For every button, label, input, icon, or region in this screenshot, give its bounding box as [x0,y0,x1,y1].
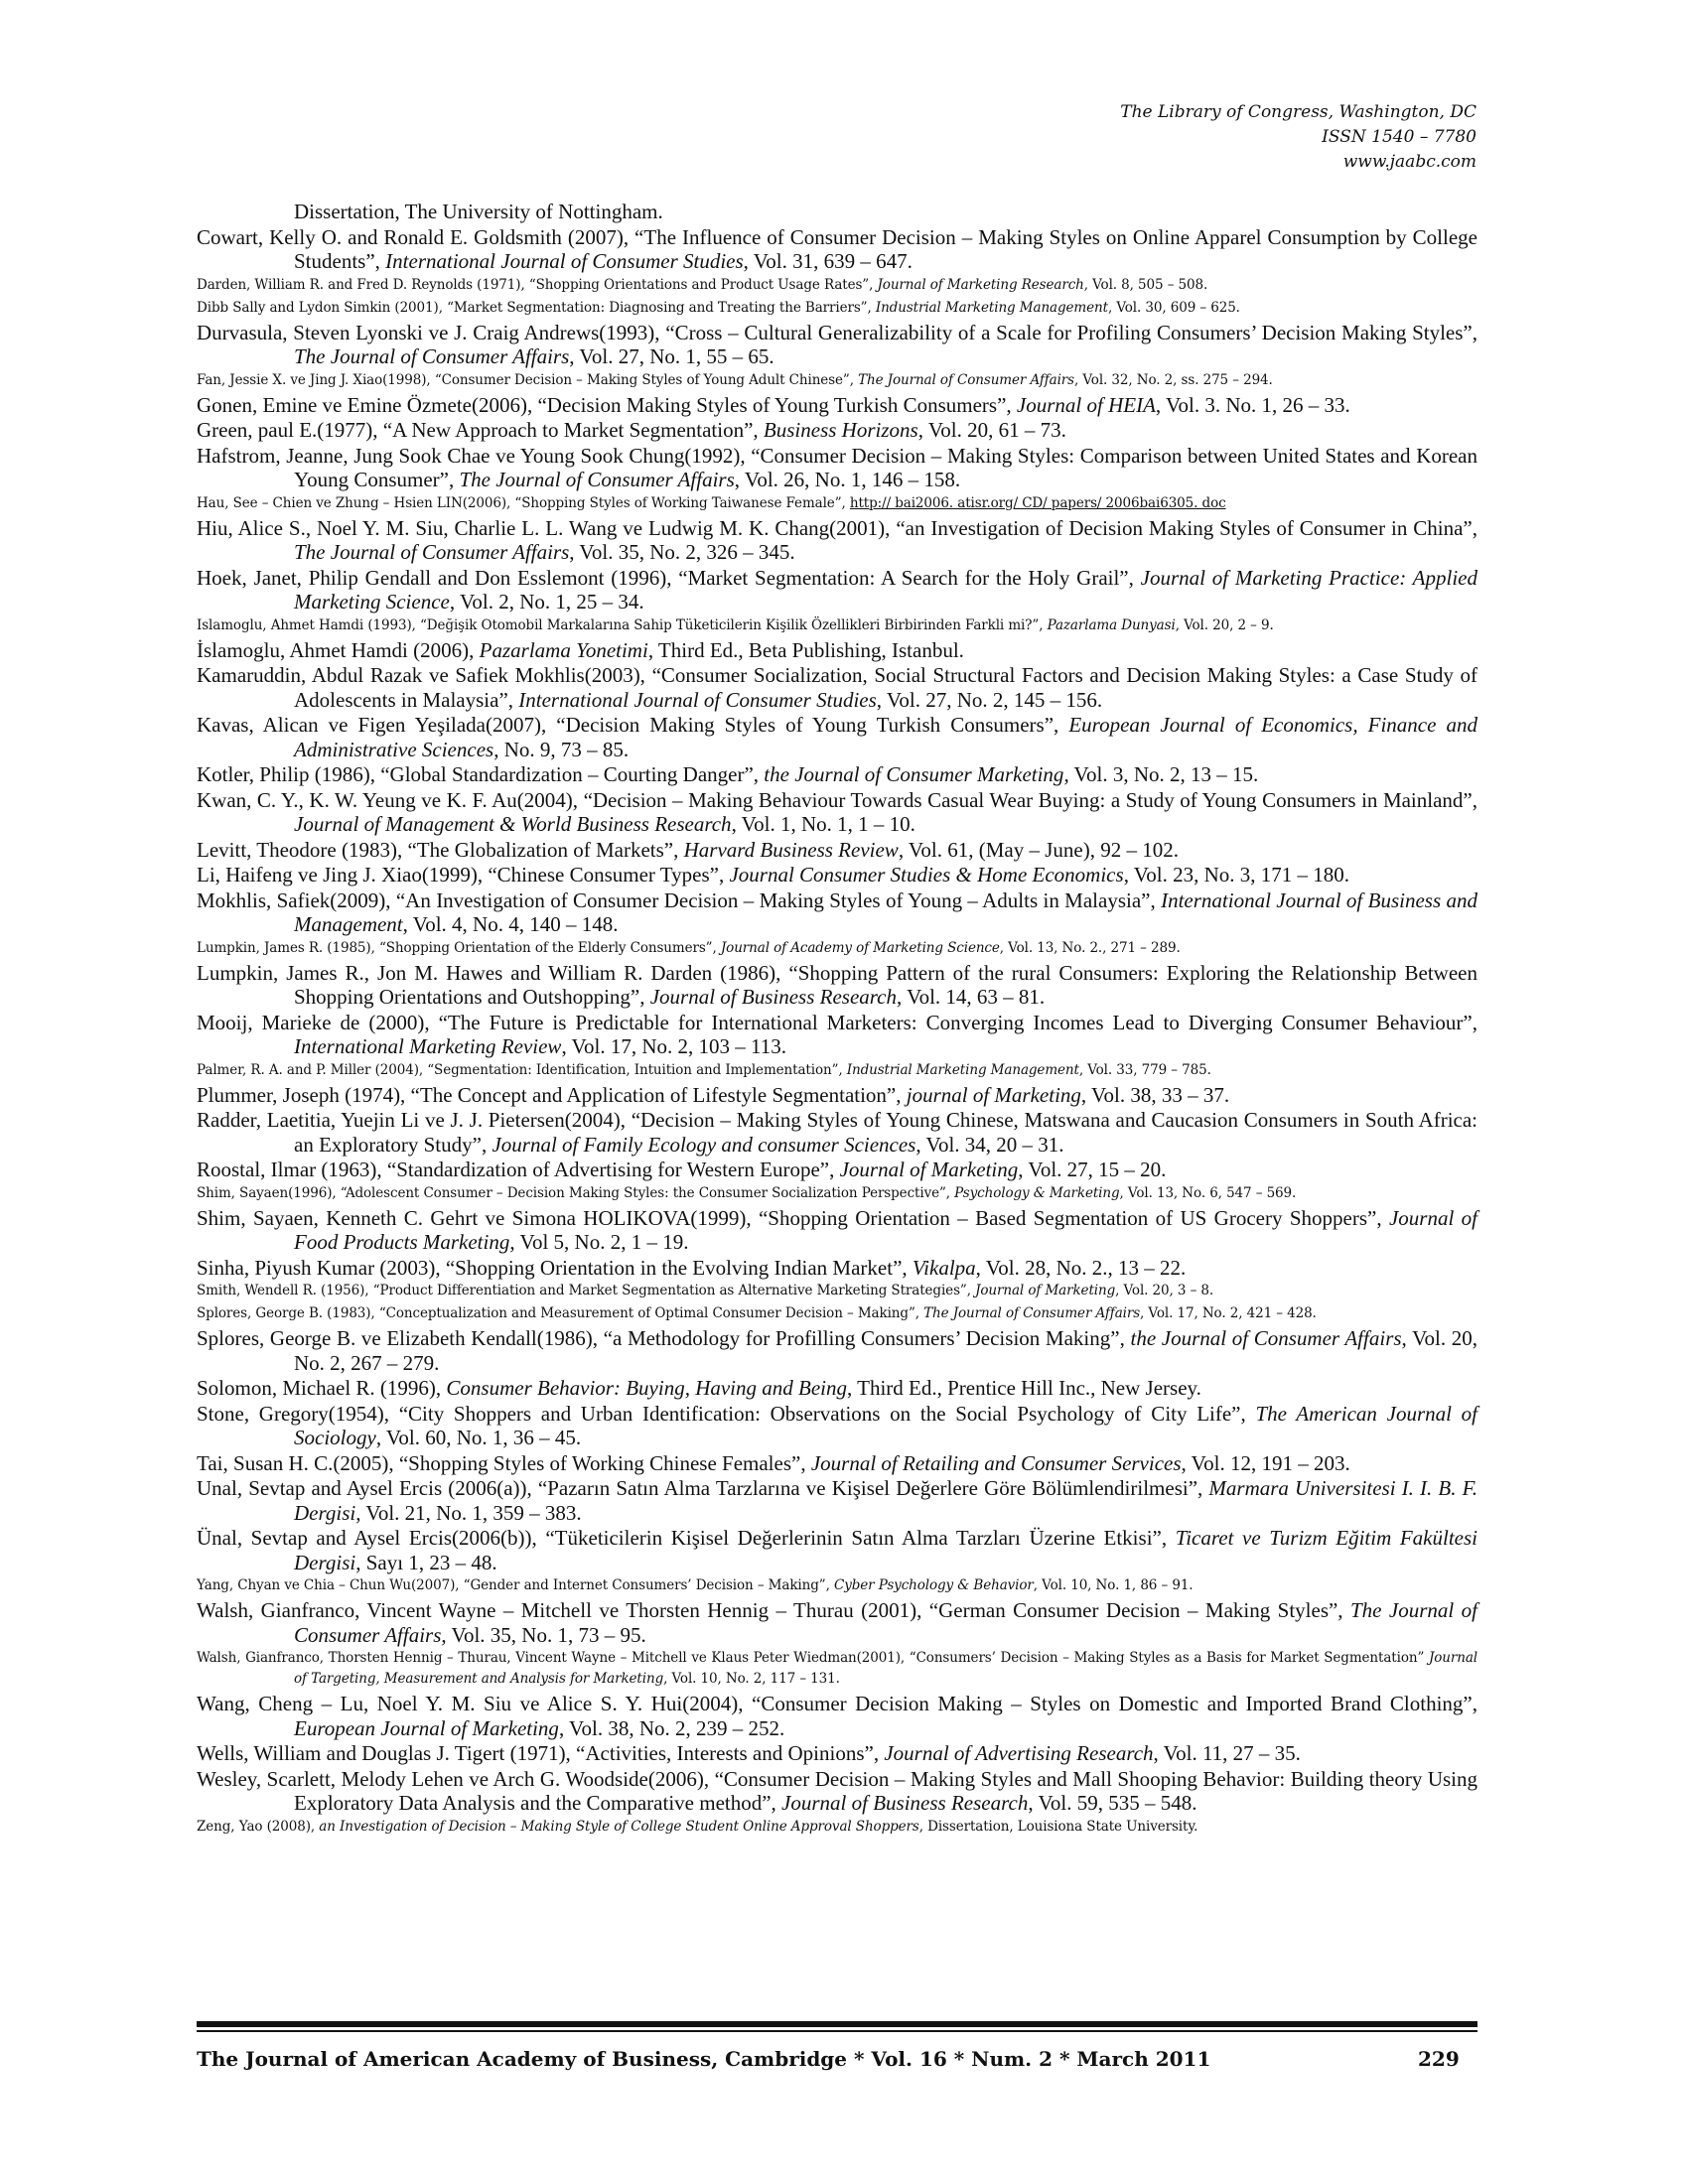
reference-entry: Plummer, Joseph (1974), “The Concept and Application of Lifestyle Segmentation”, journal of Marketing, Vol. 38, 33 – 37. [197,1082,1230,1107]
reference-entry: Darden, William R. and Fred D. Reynolds (1971), “Shopping Orientations and Product Usage Rates”, Journal of Marketing Research, Vol. 8, 505 – 508. [197,276,1208,293]
reference-entry: Wang, Cheng – Lu, Noel Y. M. Siu ve Alice S. Y. Hui(2004), “Consumer Decision Making – Styles on Domestic and Imported Brand Clothing”, European Journal of Marketing, Vol. 38, No. 2, 239 – 252. [197,1692,1477,1740]
reference-entry: Mooij, Marieke de (2000), “The Future is Predictable for International Marketers: Converging Incomes Lead to Diverging Consumer Behaviour”, International Marketing Review, Vol. 17, No. 2, 103 – 113. [197,1010,1477,1058]
footer-divider-thick [197,2021,1477,2027]
page-header [1120,100,1477,175]
reference-entry: Kamaruddin, Abdul Razak ve Safiek Mokhlis(2003), “Consumer Socialization, Social Structural Factors and Decision Making Styles: a Case Study of Adolescents in Malaysia”, International Journal of Consumer Studies, Vol. 27, No. 2, 145 – 156. [197,663,1477,712]
reference-entry: Tai, Susan H. C.(2005), “Shopping Styles of Working Chinese Females”, Journal of Retailing and Consumer Services, Vol. 12, 191 – 203. [197,1450,1350,1475]
reference-entry: Durvasula, Steven Lyonski ve J. Craig Andrews(1993), “Cross – Cultural Generalizability of a Scale for Profiling Consumers’ Decision Making Styles”, The Journal of Consumer Affairs, Vol. 27, No. 1, 55 – 65. [197,320,1477,368]
reference-entry: Hafstrom, Jeanne, Jung Sook Chae ve Young Sook Chung(1992), “Consumer Decision – Making Styles: Comparison between United States and Korean Young Consumer”, The Journal of Consumer Affairs, Vol. 26, No. 1, 146 – 158. [197,443,1477,491]
footer-journal-citation: The Journal of American Academy of Business, Cambridge * Vol. 16 * Num. 2 * March 2011 [197,2047,1211,2071]
reference-entry: Dissertation, The University of Nottingham. [294,200,663,223]
reference-url-link[interactable]: http:// bai2006. atisr.org/ CD/ papers/ 2006bai6305. doc [849,494,1226,511]
reference-entry: Levitt, Theodore (1983), “The Globalization of Markets”, Harvard Business Review, Vol. 61, (May – June), 92 – 102. [197,837,1179,862]
reference-entry: Kotler, Philip (1986), “Global Standardization – Courting Danger”, the Journal of Consumer Marketing, Vol. 3, No. 2, 13 – 15. [197,762,1259,786]
reference-entry: İslamoglu, Ahmet Hamdi (2006), Pazarlama Yonetimi, Third Ed., Beta Publishing, Istanbul. [197,637,964,662]
reference-entry: Radder, Laetitia, Yuejin Li ve J. J. Pietersen(2004), “Decision – Making Styles of Young Chinese, Matswana and Caucasion Consumers in South Africa: an Exploratory Study”, Journal of Family Ecology and consumer Sciences, Vol. 34, 20 – 31. [197,1108,1477,1157]
reference-entry: Kavas, Alican ve Figen Yeşilada(2007), “Decision Making Styles of Young Turkish Consumers”, European Journal of Economics, Finance and Administrative Sciences, No. 9, 73 – 85. [197,713,1477,761]
reference-entry: Islamoglu, Ahmet Hamdi (1993), “Değişik Otomobil Markalarına Sahip Tüketicilerin Kişilik Özellikleri Birbirinden Farkli mi?”, Pazarlama Dunyasi, Vol. 20, 2 – 9. [197,616,1274,633]
reference-entry: Ünal, Sevtap and Aysel Ercis(2006(b)), “Tüketicilerin Kişisel Değerlerinin Satın Alma Tarzları Üzerine Etkisi”, Ticaret ve Turizm Eğitim Fakültesi Dergisi, Sayı 1, 23 – 48. [197,1526,1477,1574]
reference-entry: Hiu, Alice S., Noel Y. M. Siu, Charlie L. L. Wang ve Ludwig M. K. Chang(2001), “an Investigation of Decision Making Styles of Consumer in China”, The Journal of Consumer Affairs, Vol. 35, No. 2, 326 – 345. [197,515,1477,564]
reference-entry: Walsh, Gianfranco, Vincent Wayne – Mitchell ve Thorsten Hennig – Thurau (2001), “German Consumer Decision – Making Styles”, The Journal of Consumer Affairs, Vol. 35, No. 1, 73 – 95. [197,1598,1477,1647]
reference-entry: Mokhlis, Safiek(2009), “An Investigation of Consumer Decision – Making Styles of Young – Adults in Malaysia”, International Journal of Business and Management, Vol. 4, No. 4, 140 – 148. [197,887,1477,936]
reference-entry: Green, paul E.(1977), “A New Approach to Market Segmentation”, Business Horizons, Vol. 20, 61 – 73. [197,418,1066,442]
header-website: www.jaabc.com [1342,152,1477,172]
reference-entry: Dibb Sally and Lydon Simkin (2001), “Market Segmentation: Diagnosing and Treating the Barriers”, Industrial Marketing Management, Vol. 30, 609 – 625. [197,299,1240,316]
reference-entry: Zeng, Yao (2008), an Investigation of Decision – Making Style of College Student Online Approval Shoppers, Dissertation, Louisiona State University. [197,1818,1198,1835]
reference-list [197,200,1477,1840]
reference-entry: Walsh, Gianfranco, Thorsten Hennig – Thurau, Vincent Wayne – Mitchell ve Klaus Peter Wiedman(2001), “Consumers’ Decision – Making Styles as a Basis for Market Segmentation” Journal of Targeting, Measurement and Analysis for Marketing, Vol. 10, No. 2, 117 – 131. [197,1650,1477,1687]
reference-entry: Lumpkin, James R., Jon M. Hawes and William R. Darden (1986), “Shopping Pattern of the rural Consumers: Exploring the Relationship Between Shopping Orientations and Outshopping”, Journal of Business Research, Vol. 14, 63 – 81. [197,960,1477,1009]
reference-entry: Kwan, C. Y., K. W. Yeung ve K. F. Au(2004), “Decision – Making Behaviour Towards Casual Wear Buying: a Study of Young Consumers in Mainland”, Journal of Management & World Business Research, Vol. 1, No. 1, 1 – 10. [197,787,1477,836]
reference-entry: Smith, Wendell R. (1956), “Product Differentiation and Market Segmentation as Alternative Marketing Strategies”, Journal of Marketing, Vol. 20, 3 – 8. [197,1283,1214,1298]
reference-entry: Shim, Sayaen(1996), “Adolescent Consumer – Decision Making Styles: the Consumer Socialization Perspective”, Psychology & Marketing, Vol. 13, No. 6, 547 – 569. [197,1184,1297,1201]
reference-entry: Hau, See – Chien ve Zhung – Hsien LIN(2006), “Shopping Styles of Working Taiwanese Female”, http:// bai2006. atisr.org/ CD/ papers/ 2006bai6305. doc [197,494,1226,511]
reference-entry: Lumpkin, James R. (1985), “Shopping Orientation of the Elderly Consumers”, Journal of Academy of Marketing Science, Vol. 13, No. 2., 271 – 289. [197,939,1181,956]
reference-entry: Wells, William and Douglas J. Tigert (1971), “Activities, Interests and Opinions”, Journal of Advertising Research, Vol. 11, 27 – 35. [197,1741,1301,1765]
reference-entry: Li, Haifeng ve Jing J. Xiao(1999), “Chinese Consumer Types”, Journal Consumer Studies & Home Economics, Vol. 23, No. 3, 171 – 180. [197,863,1350,887]
reference-entry: Fan, Jessie X. ve Jing J. Xiao(1998), “Consumer Decision – Making Styles of Young Adult Chinese”, The Journal of Consumer Affairs, Vol. 32, No. 2, ss. 275 – 294. [197,371,1273,388]
footer-divider-thin [197,2030,1477,2032]
reference-entry: Cowart, Kelly O. and Ronald E. Goldsmith (2007), “The Influence of Consumer Decision – Making Styles on Online Apparel Consumption by College Students”, International Journal of Consumer Studies, Vol. 31, 639 – 647. [197,224,1477,273]
reference-entry: Splores, George B. (1983), “Conceptualization and Measurement of Optimal Consumer Decision – Making”, The Journal of Consumer Affairs, Vol. 17, No. 2, 421 – 428. [197,1305,1317,1321]
reference-entry: Gonen, Emine ve Emine Özmete(2006), “Decision Making Styles of Young Turkish Consumers”, Journal of HEIA, Vol. 3. No. 1, 26 – 33. [197,392,1350,417]
reference-entry: Sinha, Piyush Kumar (2003), “Shopping Orientation in the Evolving Indian Market”, Vikalpa, Vol. 28, No. 2., 13 – 22. [197,1255,1187,1280]
reference-entry: Stone, Gregory(1954), “City Shoppers and Urban Identification: Observations on the Social Psychology of City Life”, The American Journal of Sociology, Vol. 60, No. 1, 36 – 45. [197,1401,1477,1449]
reference-entry: Yang, Chyan ve Chia – Chun Wu(2007), “Gender and Internet Consumers’ Decision – Making”, Cyber Psychology & Behavior, Vol. 10, No. 1, 86 – 91. [197,1577,1194,1593]
header-library: The Library of Congress, Washington, DC [1120,102,1477,122]
reference-entry: Solomon, Michael R. (1996), Consumer Behavior: Buying, Having and Being, Third Ed., Prentice Hill Inc., New Jersey. [197,1376,1201,1400]
reference-entry: Roostal, Ilmar (1963), “Standardization of Advertising for Western Europe”, Journal of Marketing, Vol. 27, 15 – 20. [197,1158,1167,1181]
reference-entry: Palmer, R. A. and P. Miller (2004), “Segmentation: Identification, Intuition and Implementation”, Industrial Marketing Management, Vol. 33, 779 – 785. [197,1061,1211,1078]
reference-entry: Wesley, Scarlett, Melody Lehen ve Arch G. Woodside(2006), “Consumer Decision – Making Styles and Mall Shooping Behavior: Building theory Using Exploratory Data Analysis and the Comparative method”, Journal of Business Research, Vol. 59, 535 – 548. [197,1766,1477,1815]
reference-entry: Hoek, Janet, Philip Gendall and Don Esslemont (1996), “Market Segmentation: A Search for the Holy Grail”, Journal of Marketing Practice: Applied Marketing Science, Vol. 2, No. 1, 25 – 34. [197,565,1478,614]
reference-entry: Unal, Sevtap and Aysel Ercis (2006(a)), “Pazarın Satın Alma Tarzlarına ve Kişisel Değerlere Göre Bölümlendirilmesi”, Marmara Universitesi I. I. B. F. Dergisi, Vol. 21, No. 1, 359 – 383. [197,1476,1477,1525]
header-issn: ISSN 1540 – 7780 [1322,127,1477,147]
page-number: 229 [1418,2047,1460,2071]
reference-entry: Splores, George B. ve Elizabeth Kendall(1986), “a Methodology for Profilling Consumers’ Decision Making”, the Journal of Consumer Affairs, Vol. 20, No. 2, 267 – 279. [197,1326,1478,1375]
reference-entry: Shim, Sayaen, Kenneth C. Gehrt ve Simona HOLIKOVA(1999), “Shopping Orientation – Based Segmentation of US Grocery Shoppers”, Journal of Food Products Marketing, Vol 5, No. 2, 1 – 19. [197,1205,1477,1254]
